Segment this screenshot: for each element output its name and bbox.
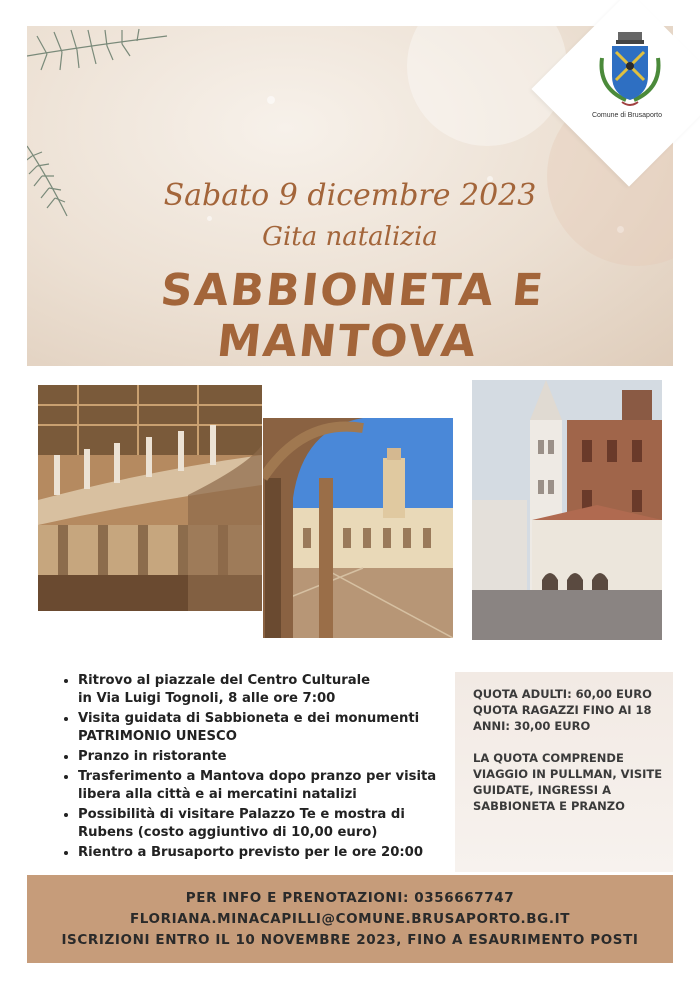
- itinerary-list: [60, 672, 468, 864]
- photo-church-bell-tower: [472, 380, 662, 640]
- list-item: • Pranzo in ristorante: [78, 748, 468, 766]
- church-bell-tower-icon: [472, 380, 662, 640]
- list-item: • Trasferimento a Mantova dopo pranzo per visita libera alla città e ai mercatini natalizi: [78, 768, 468, 804]
- photo-theatre-interior: [38, 385, 262, 611]
- list-item: • Possibilità di visitare Palazzo Te e mostra di Rubens (costo aggiuntivo di 10,00 euro): [78, 806, 468, 842]
- price-kids-line1: QUOTA RAGAZZI FINO AI 18: [473, 703, 652, 717]
- contact-email[interactable]: FLORIANA.MINACAPILLI@COMUNE.BRUSAPORTO.BG.IT: [129, 911, 571, 927]
- event-subtitle: Gita natalizia: [262, 222, 438, 252]
- event-title: SABBIONETA E MANTOVA: [158, 265, 548, 367]
- theatre-interior-icon: [38, 385, 262, 611]
- list-item: • Visita guidata di Sabbioneta e dei monumenti PATRIMONIO UNESCO: [78, 710, 468, 746]
- courtyard-arcade-icon: [263, 418, 453, 638]
- includes-line: VIAGGIO IN PULLMAN, VISITE: [473, 767, 663, 781]
- includes-line: GUIDATE, INGRESSI A: [473, 783, 611, 797]
- event-date: Sabato 9 dicembre 2023: [163, 178, 537, 213]
- registration-deadline: ISCRIZIONI ENTRO IL 10 NOVEMBRE 2023, FINO A ESAURIMENTO POSTI: [61, 932, 639, 948]
- list-item: • Rientro a Brusaporto previsto per le ore 20:00: [78, 844, 468, 862]
- contact-phone: PER INFO E PRENOTAZIONI: 0356667747: [185, 890, 515, 906]
- price-adults: QUOTA ADULTI: 60,00 EURO: [473, 687, 652, 701]
- coat-of-arms-icon: [588, 28, 672, 112]
- price-kids-line2: ANNI: 30,00 EURO: [473, 719, 591, 733]
- photo-courtyard-arcade: [263, 418, 453, 638]
- includes-heading: LA QUOTA COMPRENDE: [473, 751, 624, 765]
- includes-line: SABBIONETA E PRANZO: [473, 799, 625, 813]
- list-item: • Ritrovo al piazzale del Centro Culturale in Via Luigi Tognoli, 8 alle ore 7:00: [78, 672, 468, 708]
- municipality-name: Comune di Brusaporto: [591, 112, 663, 119]
